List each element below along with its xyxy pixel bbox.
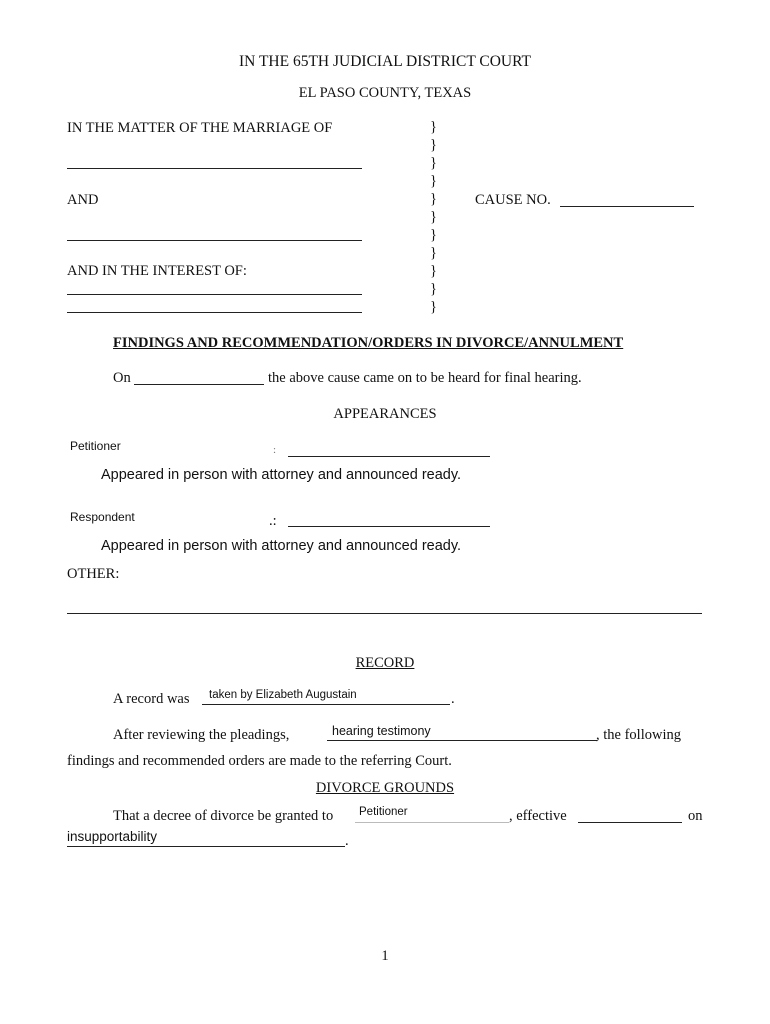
record-period: . — [451, 691, 455, 707]
caption-brace: } — [430, 191, 437, 207]
caption-brace: } — [430, 227, 437, 243]
child-one-name-field[interactable] — [67, 294, 362, 295]
respondent-attorney-field[interactable] — [288, 526, 490, 527]
document-title: FINDINGS AND RECOMMENDATION/ORDERS IN DIVORCE/ANNULMENT — [113, 335, 624, 351]
findings-text: findings and recommended orders are made to the referring Court. — [67, 753, 452, 769]
cause-number-field[interactable] — [560, 206, 694, 207]
effective-label: , effective — [509, 808, 567, 824]
effective-date-field[interactable] — [578, 822, 682, 823]
on-label: on — [688, 808, 703, 824]
petitioner-colon: : — [273, 444, 277, 456]
after-reviewing-label: After reviewing the pleadings, — [113, 727, 290, 743]
and-label: AND — [67, 192, 99, 208]
caption-brace: } — [430, 137, 437, 153]
cause-label: CAUSE NO. — [475, 192, 551, 208]
respondent-colon: .: — [269, 513, 277, 529]
caption-brace: } — [430, 281, 437, 297]
decree-label: That a decree of divorce be granted to — [113, 808, 334, 824]
caption-brace: } — [430, 173, 437, 189]
appearances-heading: APPEARANCES — [333, 406, 437, 422]
hearing-text: the above cause came on to be heard for final hearing. — [268, 370, 582, 386]
hearing-on-label: On — [113, 370, 131, 386]
page-number: 1 — [381, 948, 389, 964]
party-one-name-field[interactable] — [67, 168, 362, 169]
child-two-name-field[interactable] — [67, 312, 362, 313]
matter-label: IN THE MATTER OF THE MARRIAGE OF — [67, 120, 333, 136]
caption-brace: } — [430, 299, 437, 315]
grounds-value: insupportability — [67, 829, 158, 844]
pleadings-basis-value: hearing testimony — [332, 724, 431, 738]
record-label: A record was — [113, 691, 190, 707]
hearing-date-field[interactable] — [134, 384, 264, 385]
court-title: IN THE 65TH JUDICIAL DISTRICT COURT — [239, 53, 531, 70]
other-label: OTHER: — [67, 566, 120, 582]
caption-brace: } — [430, 155, 437, 171]
petitioner-status: Appeared in person with attorney and announced ready. — [101, 467, 462, 483]
respondent-label: Respondent — [70, 510, 135, 524]
respondent-status: Appeared in person with attorney and announced ready. — [101, 538, 462, 554]
interest-label: AND IN THE INTEREST OF: — [67, 263, 247, 279]
record-taken-value: taken by Elizabeth Augustain — [209, 689, 357, 701]
following-text: , the following — [596, 727, 681, 743]
caption-brace: } — [430, 209, 437, 225]
caption-brace: } — [430, 245, 437, 261]
county-title: EL PASO COUNTY, TEXAS — [298, 85, 472, 101]
caption-brace: } — [430, 263, 437, 279]
party-two-name-field[interactable] — [67, 240, 362, 241]
petitioner-label: Petitioner — [70, 439, 121, 453]
other-appearances-field[interactable] — [67, 613, 702, 614]
divorce-grounds-heading: DIVORCE GROUNDS — [315, 780, 455, 796]
petitioner-attorney-field[interactable] — [288, 456, 490, 457]
caption-brace: } — [430, 119, 437, 135]
decree-party-value: Petitioner — [359, 806, 408, 818]
record-heading: RECORD — [355, 655, 415, 671]
grounds-period: . — [345, 833, 349, 849]
